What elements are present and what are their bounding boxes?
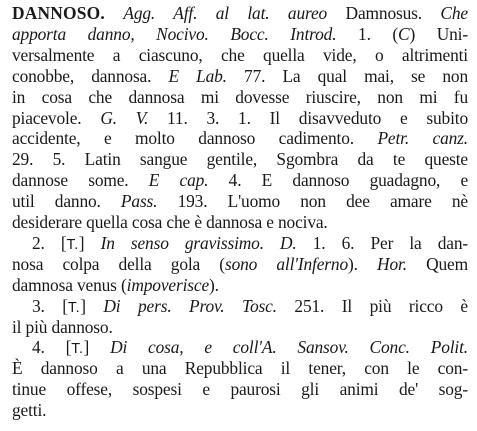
entry-line (32, 295, 468, 317)
entry-text: util danno. (12, 191, 121, 212)
italic-text: Di pers. Prov. Tosc. (103, 295, 277, 316)
entry-line (12, 378, 468, 400)
entry-text: 4. E dannoso guadagno, e (208, 170, 468, 191)
entry-line (12, 253, 468, 275)
entry-text: piacevole. (12, 107, 101, 128)
italic-text: C (398, 23, 410, 44)
entry-line (12, 274, 468, 296)
entry-text: È dannoso a una Repubblica il tener, con le con- (12, 358, 468, 379)
entry-text: versalmente a ciascuno, che quella vide, o altrimenti (12, 44, 468, 65)
source-tag: T. (71, 341, 84, 358)
entry-text: 3. [ (32, 295, 68, 316)
entry-line (32, 336, 468, 358)
entry-text: Quem (406, 253, 468, 274)
entry-line (12, 211, 468, 233)
entry-text: il più dannoso. (12, 316, 113, 337)
entry-text: 1. 6. Per la dan- (296, 232, 468, 253)
entry-text: accidente, e molto dannoso cadimento. (12, 128, 378, 149)
entry-text: 2. [ (32, 232, 67, 253)
entry-text: tinue offese, sospesi e paurosi gli animi de' sog- (12, 379, 468, 400)
italic-text: E cap. (148, 170, 209, 191)
italic-text: sono all'Inferno (224, 253, 349, 274)
entry-line (12, 127, 468, 149)
entry-text: 4. [ (32, 337, 72, 358)
entry-text: ). (209, 274, 219, 295)
source-tag: T. (67, 299, 81, 316)
entry-line (12, 399, 468, 421)
entry-text: Damnosus. (327, 3, 441, 23)
entry-text: desiderare quella cosa che è dannosa e nociva. (12, 212, 328, 232)
entry-line (32, 232, 468, 254)
italic-text: In senso gravissimo. D. (100, 232, 297, 253)
italic-text: Petr. canz. (377, 128, 468, 149)
entry-text: 193. L'uomo non dee amare nè (157, 191, 468, 212)
entry-text: 29. 5. Latin sangue gentile, Sgombra da te queste (12, 149, 468, 170)
italic-text: Pass. (120, 191, 158, 212)
entry-text: dannose some. (12, 170, 149, 191)
entry-line (12, 23, 468, 45)
entry-line (12, 2, 468, 24)
entry-text (105, 3, 123, 23)
entry-line (12, 44, 468, 66)
entry-line (12, 316, 468, 338)
entry-text: ). (348, 253, 378, 274)
entry-text: in cosa che dannosa mi dovesse riuscire, non mi fu (12, 86, 468, 107)
italic-text: Agg. Aff. al lat. aureo (123, 3, 328, 23)
italic-text: E Lab. (168, 65, 227, 86)
entry-text: 251. Il più ricco è (276, 295, 468, 316)
entry-line (12, 357, 468, 379)
entry-text: ) Uni- (409, 23, 468, 44)
entry-line (12, 107, 468, 129)
italic-text: apporta danno, Nocivo. Bocc. Introd. (12, 23, 337, 44)
entry-text: conobbe, dannosa. (12, 65, 169, 86)
entry-text: damnosa venus ( (12, 274, 127, 295)
entry-text: getti. (12, 400, 47, 421)
headword: DANNOSO. (12, 3, 105, 23)
entry-line (12, 190, 468, 212)
entry-text: 11. 3. 1. Il disavveduto e subito (148, 107, 468, 128)
entry-text: ] (83, 337, 111, 358)
entry-text: nosa colpa della gola ( (12, 253, 225, 274)
entry-text: ] (78, 232, 101, 253)
italic-text: Hor. (377, 253, 407, 274)
italic-text: G. V. (100, 107, 149, 128)
italic-text: Di cosa, e coll'A. Sansov. Conc. Polit. (110, 337, 468, 358)
source-tag: T. (66, 236, 79, 253)
entry-line (12, 86, 468, 108)
entry-line (12, 169, 468, 191)
entry-text: ] (80, 295, 104, 316)
italic-text: impoverisce (126, 274, 210, 295)
entry-text: 77. La qual mai, se non (226, 65, 468, 86)
entry-line (12, 65, 468, 87)
italic-text: Che (440, 3, 468, 23)
entry-line (12, 148, 468, 170)
entry-text: 1. ( (336, 23, 399, 44)
